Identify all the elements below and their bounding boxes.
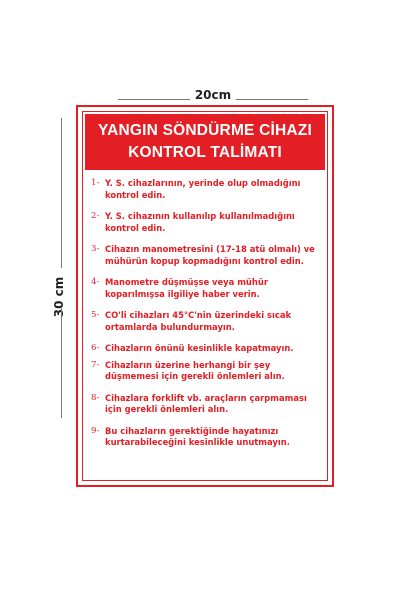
sign-inner-border [82, 111, 328, 481]
instruction-text: Y. S. cihazlarının, yerinde olup olmadığını kontrol edin. [105, 178, 301, 200]
height-dimension-line-top [61, 118, 62, 268]
instruction-item-4 [91, 277, 321, 300]
instruction-number: 5- [91, 310, 100, 320]
instruction-number: 7- [91, 359, 100, 370]
sign-title-line-1: YANGIN SÖNDÜRME CİHAZI [98, 122, 312, 139]
sign-title-banner [85, 114, 325, 170]
instruction-number: 1- [91, 178, 100, 188]
instruction-sign [76, 105, 334, 487]
instruction-text: Cihazların önünü kesinlikle kapatmayın. [105, 343, 294, 353]
width-dimension-line-right [236, 99, 308, 100]
instruction-item-7 [91, 360, 321, 383]
instruction-list [91, 178, 321, 459]
instruction-item-3 [91, 244, 321, 267]
height-dimension-label: 30 cm [52, 276, 66, 318]
instruction-item-2 [91, 211, 321, 234]
instruction-item-1 [91, 178, 321, 201]
instruction-number: 9- [91, 425, 100, 436]
instruction-text: Cihazın manometresini (17-18 atü olmalı) ve mühürün kopup kopmadığını kontrol edin. [105, 244, 315, 266]
width-dimension [118, 88, 308, 104]
instruction-number: 4- [91, 277, 100, 287]
instruction-number: 2- [91, 211, 100, 221]
width-dimension-label: 20cm [194, 88, 232, 102]
instruction-text: Bu cihazların gerektiğinde hayatınızı kurtarabileceğini kesinlikle unutmayın. [105, 425, 290, 447]
instruction-item-6 [91, 343, 321, 355]
height-dimension-line-bottom [61, 308, 62, 418]
instruction-item-9 [91, 426, 321, 449]
instruction-number: 3- [91, 244, 100, 254]
instruction-text: Cihazların üzerine herhangi bir şey düşmemesi için gerekli önlemleri alın. [105, 359, 285, 381]
instruction-text: Cihazlara forklift vb. araçların çarpmaması için gerekli önlemleri alın. [105, 392, 307, 414]
instruction-text: CO'li cihazları 45°C'nin üzerindeki sıcak ortamlarda bulundurmayın. [105, 310, 292, 332]
instruction-number: 8- [91, 392, 100, 403]
instruction-item-8 [91, 393, 321, 416]
instruction-number: 6- [91, 343, 100, 353]
height-dimension [48, 118, 68, 418]
instruction-text: Y. S. cihazının kullanılıp kullanılmadığını kontrol edin. [105, 211, 295, 233]
instruction-text: Manometre düşmüşse veya mühür koparılmışsa ilgiliye haber verin. [105, 277, 268, 299]
instruction-item-5 [91, 310, 321, 333]
sign-title-line-2: KONTROL TALİMATI [128, 144, 282, 161]
